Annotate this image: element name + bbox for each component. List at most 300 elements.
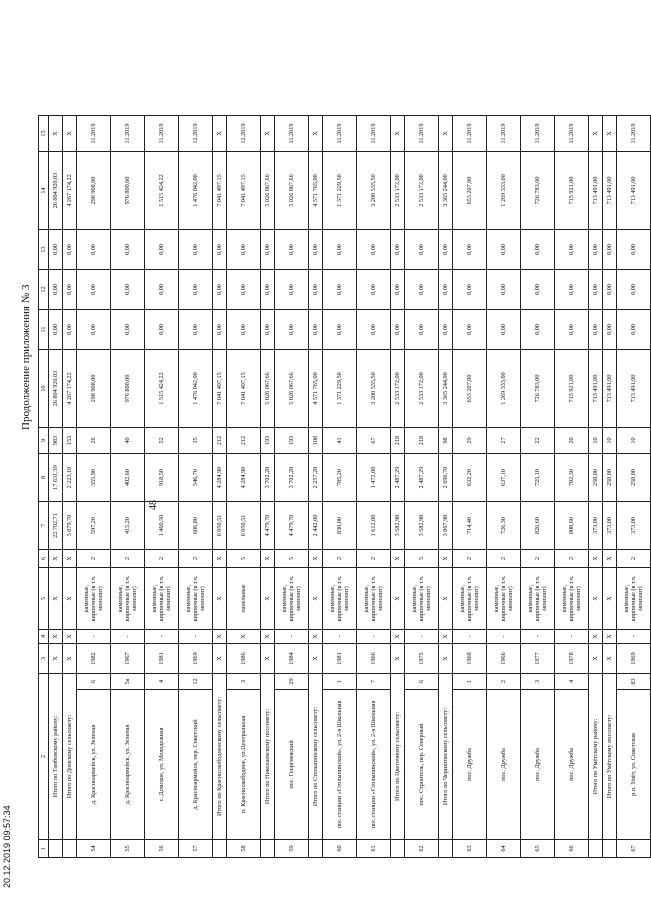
cell-c6: 5 — [275, 550, 309, 568]
cell-c9: 10 — [603, 428, 617, 454]
cell-c8: 3 702,20 — [275, 454, 309, 502]
cell-c10: 1 371 229,50 — [323, 350, 357, 428]
table-row — [111, 116, 145, 858]
cell-c11: 0,00 — [617, 310, 651, 350]
cell-c3: 1977 — [521, 644, 555, 674]
cell-c7: 3 079,70 — [63, 502, 77, 550]
cell-c12: 0,00 — [261, 270, 275, 310]
cell-c4: - — [617, 630, 651, 644]
cell-c4: - — [405, 630, 439, 644]
cell-c9: 10 — [617, 428, 651, 454]
cell-c1: 62 — [405, 840, 439, 858]
cell-c6: 2 — [179, 550, 213, 568]
cell-c8: 725,10 — [521, 454, 555, 502]
cell-c10: 726 783,00 — [521, 350, 555, 428]
table-row — [617, 116, 651, 858]
cell-c14: 7 041 497,15 — [227, 152, 261, 230]
cell-c11: 0,00 — [145, 310, 179, 350]
cell-c5: X — [391, 568, 405, 630]
cell-c4: X — [589, 630, 603, 644]
cell-c14: 5 026 067,66 — [261, 152, 275, 230]
cell-c5: каменные, кирпичные (в т.ч. монолит) — [275, 568, 309, 630]
cell-c1: 59 — [275, 840, 309, 858]
cell-c11: 0,00 — [213, 310, 227, 350]
housing-register-table — [38, 115, 651, 858]
cell-c15: 11.2019 — [357, 116, 391, 152]
cell-c9: 98 — [439, 428, 453, 454]
cell-c14: 715 921,00 — [555, 152, 589, 230]
cell-c2: пос. Дружба — [487, 690, 521, 840]
cell-c11: 0,00 — [521, 310, 555, 350]
cell-c3: X — [309, 644, 323, 674]
cell-c6: X — [63, 550, 77, 568]
cell-c4: - — [77, 630, 111, 644]
cell-c1: 58 — [227, 840, 261, 858]
cell-c8: 2 257,20 — [309, 454, 323, 502]
cell-c10: 976 800,00 — [111, 350, 145, 428]
cell-c2: пос.станции «Столыпинский», ул. 2-я Школьная — [357, 690, 391, 840]
cell-c5: X — [63, 568, 77, 630]
cell-c3: X — [391, 644, 405, 674]
subtotal-row — [261, 116, 275, 858]
cell-c10: 2 533 172,00 — [405, 350, 439, 428]
cell-c3: 1969 — [617, 644, 651, 674]
cell-c10: 3 200 535,50 — [357, 350, 391, 428]
cell-c15: X — [261, 116, 275, 152]
cell-c13: 0,00 — [439, 230, 453, 270]
cell-c4: X — [213, 630, 227, 644]
table-row — [357, 116, 391, 858]
cell-c11: 0,00 — [391, 310, 405, 350]
cell-c14: 726 783,00 — [521, 152, 555, 230]
cell-c15: 11.2019 — [111, 116, 145, 152]
cell-c15: X — [391, 116, 405, 152]
cell-c9: 52 — [145, 428, 179, 454]
cell-c4: X — [63, 630, 77, 644]
cell-c15: X — [309, 116, 323, 152]
table-row — [145, 116, 179, 858]
cell-c12: 0,00 — [145, 270, 179, 310]
column-number: 5 — [39, 568, 49, 630]
subtotal-row — [589, 116, 603, 858]
cell-c11: 0,00 — [49, 310, 63, 350]
cell-c4: X — [227, 630, 261, 644]
cell-c13: 0,00 — [357, 230, 391, 270]
cell-c8: 2 223,10 — [63, 454, 77, 502]
cell-c5: каменные, кирпичные (в т.ч. монолит) — [357, 568, 391, 630]
column-number: 9 — [39, 428, 49, 454]
cell-c8: 546,70 — [179, 454, 213, 502]
cell-c7: 830,00 — [323, 502, 357, 550]
cell-c7: 597,20 — [77, 502, 111, 550]
cell-c12: 0,00 — [487, 270, 521, 310]
cell-c3: 1969 — [179, 644, 213, 674]
cell-c4: - — [179, 630, 213, 644]
cell-c14: 4 571 765,00 — [309, 152, 323, 230]
cell-c7: 6 050,51 — [213, 502, 227, 550]
cell-c14: 5 026 067,66 — [275, 152, 309, 230]
cell-c2: Итого по Домскому сельсовету: — [63, 674, 77, 840]
cell-c10: 713 491,00 — [603, 350, 617, 428]
column-number: 3 — [39, 644, 49, 674]
cell-c6: X — [439, 550, 453, 568]
cell-c13: 0,00 — [323, 230, 357, 270]
cell-c2: с. Домское, ул. Молодежная — [145, 690, 179, 840]
cell-c13: 0,00 — [111, 230, 145, 270]
cell-c8: 3 702,20 — [261, 454, 275, 502]
cell-c12: 0,00 — [179, 270, 213, 310]
cell-c8: 2 696,70 — [439, 454, 453, 502]
cell-c12: 0,00 — [227, 270, 261, 310]
subtotal-row — [603, 116, 617, 858]
table-row — [227, 116, 261, 858]
column-number: 13 — [39, 230, 49, 270]
cell-c5: X — [309, 568, 323, 630]
cell-c2b: 4 — [555, 674, 589, 690]
cell-c11: 0,00 — [555, 310, 589, 350]
cell-c3: 1967 — [111, 644, 145, 674]
cell-c6: 5 — [405, 550, 439, 568]
cell-c7: 4 479,70 — [261, 502, 275, 550]
cell-c5: X — [603, 568, 617, 630]
cell-c5: X — [439, 568, 453, 630]
cell-c3: 1968 — [453, 644, 487, 674]
cell-c13: 0,00 — [49, 230, 63, 270]
cell-c10: 26 804 920,03 — [49, 350, 63, 428]
cell-c13: 0,00 — [63, 230, 77, 270]
cell-c2b: 1 — [453, 674, 487, 690]
cell-c2b: 3 — [521, 674, 555, 690]
cell-c1: 54 — [77, 840, 111, 858]
cell-c13: 0,00 — [213, 230, 227, 270]
cell-c4: - — [555, 630, 589, 644]
column-number: 12 — [39, 270, 49, 310]
cell-c3: X — [63, 644, 77, 674]
cell-c8: 355,90 — [77, 454, 111, 502]
cell-c13: 0,00 — [309, 230, 323, 270]
cell-c5: X — [261, 568, 275, 630]
cell-c13: 0,00 — [589, 230, 603, 270]
cell-c6: 2 — [521, 550, 555, 568]
cell-c9: 193 — [261, 428, 275, 454]
cell-c10: 1 476 042,00 — [179, 350, 213, 428]
cell-c2: пос. Дружба — [555, 690, 589, 840]
cell-c13: 0,00 — [227, 230, 261, 270]
cell-c4: X — [391, 630, 405, 644]
cell-c15: X — [63, 116, 77, 152]
cell-c6: 5 — [227, 550, 261, 568]
cell-c3: 1975 — [405, 644, 439, 674]
cell-c2b: 3 — [227, 674, 261, 690]
cell-c2: Итого по Тамбовскому району: — [49, 674, 63, 840]
cell-c2: р.п. Умёт, ул. Советская — [617, 690, 651, 840]
cell-c8: 4 284,90 — [213, 454, 227, 502]
table-row — [77, 116, 111, 858]
cell-c2: пос. Дружба — [521, 690, 555, 840]
cell-c8: 402,60 — [111, 454, 145, 502]
cell-c14: 713 491,00 — [589, 152, 603, 230]
cell-c9: 26 — [77, 428, 111, 454]
cell-c10: 1 515 424,22 — [145, 350, 179, 428]
cell-c15: 11.2019 — [323, 116, 357, 152]
cell-c15: 11.2019 — [521, 116, 555, 152]
cell-c3: X — [589, 644, 603, 674]
cell-c14: 713 491,00 — [603, 152, 617, 230]
cell-c10: 7 041 497,15 — [213, 350, 227, 428]
cell-c15: X — [603, 116, 617, 152]
cell-c14: 4 267 174,22 — [63, 152, 77, 230]
cell-c3: 1981 — [323, 644, 357, 674]
print-timestamp: 20.12.2019 09:57:34 — [2, 805, 12, 888]
cell-c12: 0,00 — [213, 270, 227, 310]
cell-c15: 11.2019 — [453, 116, 487, 152]
cell-c10: 3 365 244,00 — [439, 350, 453, 428]
cell-c14: 2 533 172,00 — [391, 152, 405, 230]
cell-c3: X — [603, 644, 617, 674]
cell-c14: 1 476 042,00 — [179, 152, 213, 230]
cell-c7: 415,20 — [111, 502, 145, 550]
table-row — [179, 116, 213, 858]
cell-c1 — [49, 840, 63, 858]
cell-c13: 0,00 — [453, 230, 487, 270]
cell-c4: - — [111, 630, 145, 644]
cell-c5: каменные, кирпичные (в т.ч. монолит) — [179, 568, 213, 630]
cell-c2: Итого по Умётскому району: — [589, 674, 603, 840]
cell-c12: 0,00 — [49, 270, 63, 310]
cell-c5: X — [213, 568, 227, 630]
cell-c9: 218 — [405, 428, 439, 454]
cell-c11: 0,00 — [439, 310, 453, 350]
cell-c1 — [63, 840, 77, 858]
subtotal-row — [213, 116, 227, 858]
cell-c6: X — [589, 550, 603, 568]
cell-c12: 0,00 — [589, 270, 603, 310]
page-number: 48 — [148, 500, 159, 510]
cell-c6: 2 — [323, 550, 357, 568]
cell-c12: 0,00 — [555, 270, 589, 310]
cell-c2: п. Красносвободное, ул.Центральная — [227, 690, 261, 840]
cell-c12: 0,00 — [309, 270, 323, 310]
cell-c5: каменные, кирпичные (в т.ч. монолит) — [453, 568, 487, 630]
cell-c11: 0,00 — [227, 310, 261, 350]
cell-c1: 61 — [357, 840, 391, 858]
cell-c1 — [603, 840, 617, 858]
cell-c15: X — [439, 116, 453, 152]
cell-c6: X — [391, 550, 405, 568]
column-number: 2 — [39, 674, 49, 840]
cell-c9: 108 — [309, 428, 323, 454]
cell-c9: 40 — [111, 428, 145, 454]
cell-c5: панельные — [227, 568, 261, 630]
cell-c7: 714,40 — [453, 502, 487, 550]
cell-c11: 0,00 — [487, 310, 521, 350]
cell-c15: 12.2019 — [227, 116, 261, 152]
cell-c14: 7 041 497,15 — [213, 152, 227, 230]
cell-c2b: 2 — [487, 674, 521, 690]
cell-c14: 713 491,00 — [617, 152, 651, 230]
cell-c14: 26 804 920,03 — [49, 152, 63, 230]
cell-c11: 0,00 — [63, 310, 77, 350]
cell-c7: 373,00 — [617, 502, 651, 550]
cell-c5: каменные, кирпичные (в т.ч. монолит) — [77, 568, 111, 630]
cell-c11: 0,00 — [405, 310, 439, 350]
cell-c2: пос. Строитель, пер. Северный — [405, 690, 439, 840]
table-row — [521, 116, 555, 858]
cell-c2: д. Красноармейск, ул. Зеленая — [77, 690, 111, 840]
cell-c12: 0,00 — [111, 270, 145, 310]
cell-c13: 0,00 — [521, 230, 555, 270]
cell-c1: 60 — [323, 840, 357, 858]
cell-c2: Итого по Черниговскому сельсовету: — [439, 674, 453, 840]
cell-c2b: 7 — [357, 674, 391, 690]
cell-c13: 0,00 — [391, 230, 405, 270]
cell-c9: 41 — [323, 428, 357, 454]
cell-c1 — [309, 840, 323, 858]
cell-c2: д. Красноармейск, пер. Советский — [179, 690, 213, 840]
subtotal-row — [439, 116, 453, 858]
cell-c12: 0,00 — [405, 270, 439, 310]
cell-c2: пос. Дружба — [453, 690, 487, 840]
cell-c10: 715 921,00 — [555, 350, 589, 428]
cell-c9: 20 — [555, 428, 589, 454]
cell-c13: 0,00 — [405, 230, 439, 270]
cell-c14: 653 207,00 — [453, 152, 487, 230]
cell-c9: 10 — [589, 428, 603, 454]
cell-c1: 65 — [521, 840, 555, 858]
cell-c13: 0,00 — [261, 230, 275, 270]
cell-c10: 4 571 765,00 — [309, 350, 323, 428]
cell-c11: 0,00 — [179, 310, 213, 350]
subtotal-row — [309, 116, 323, 858]
cell-c7: 3 582,90 — [405, 502, 439, 550]
cell-c1: 55 — [111, 840, 145, 858]
cell-c3: 1966 — [357, 644, 391, 674]
cell-c10: 713 491,00 — [589, 350, 603, 428]
cell-c5: каменные, кирпичные (в т.ч. монолит) — [487, 568, 521, 630]
table-row — [487, 116, 521, 858]
cell-c11: 0,00 — [357, 310, 391, 350]
cell-c2b: 83 — [617, 674, 651, 690]
cell-c11: 0,00 — [453, 310, 487, 350]
cell-c12: 0,00 — [275, 270, 309, 310]
cell-c3: X — [439, 644, 453, 674]
column-number: 14 — [39, 152, 49, 230]
cell-c1 — [589, 840, 603, 858]
cell-c7: 3 067,90 — [439, 502, 453, 550]
cell-c14: 976 800,00 — [111, 152, 145, 230]
cell-c7: 373,00 — [589, 502, 603, 550]
cell-c15: 11.2019 — [617, 116, 651, 152]
cell-c5: каменные, кирпичные (в т.ч. монолит) — [323, 568, 357, 630]
cell-c7: 373,00 — [603, 502, 617, 550]
table-row — [405, 116, 439, 858]
cell-c1: 57 — [179, 840, 213, 858]
cell-c6: 2 — [111, 550, 145, 568]
cell-c7: 826,60 — [521, 502, 555, 550]
cell-c1 — [213, 840, 227, 858]
cell-c8: 785,20 — [323, 454, 357, 502]
cell-c4: - — [487, 630, 521, 644]
table-row — [275, 116, 309, 858]
cell-c6: X — [213, 550, 227, 568]
cell-c13: 0,00 — [145, 230, 179, 270]
cell-c9: 212 — [213, 428, 227, 454]
cell-c2: пос. Георгиевский — [275, 690, 309, 840]
cell-c2: Итого по Столыпинскому сельсовету: — [309, 674, 323, 840]
cell-c15: 11.2019 — [487, 116, 521, 152]
cell-c2: д. Красноармейск, ул. Зеленая — [111, 690, 145, 840]
cell-c8: 702,30 — [555, 454, 589, 502]
cell-c12: 0,00 — [391, 270, 405, 310]
cell-c10: 5 026 067,66 — [261, 350, 275, 428]
subtotal-row — [391, 116, 405, 858]
cell-c15: X — [213, 116, 227, 152]
table-row — [323, 116, 357, 858]
cell-c7: 3 582,90 — [391, 502, 405, 550]
cell-c8: 632,20 — [453, 454, 487, 502]
cell-c10: 298 908,00 — [77, 350, 111, 428]
cell-c12: 0,00 — [521, 270, 555, 310]
cell-c2b: 12 — [179, 674, 213, 690]
cell-c10: 4 267 174,22 — [63, 350, 77, 428]
cell-c4: X — [603, 630, 617, 644]
cell-c9: 153 — [63, 428, 77, 454]
cell-c12: 0,00 — [617, 270, 651, 310]
cell-c5: каменные, кирпичные (в т.ч. монолит) — [111, 568, 145, 630]
cell-c9: 35 — [179, 428, 213, 454]
cell-c3: X — [261, 644, 275, 674]
cell-c11: 0,00 — [603, 310, 617, 350]
cell-c13: 0,00 — [77, 230, 111, 270]
cell-c2b: 5а — [111, 674, 145, 690]
cell-c1 — [261, 840, 275, 858]
subtotal-row — [63, 116, 77, 858]
cell-c1: 64 — [487, 840, 521, 858]
cell-c5: каменные, кирпичные (в т.ч. монолит) — [555, 568, 589, 630]
cell-c8: 17 631,39 — [49, 454, 63, 502]
cell-c14: 298 908,00 — [77, 152, 111, 230]
cell-c7: 606,80 — [179, 502, 213, 550]
cell-c3: 1978 — [555, 644, 589, 674]
cell-c13: 0,00 — [603, 230, 617, 270]
cell-c15: 11.2019 — [275, 116, 309, 152]
cell-c10: 2 533 172,00 — [391, 350, 405, 428]
column-number: 6 — [39, 550, 49, 568]
cell-c7: 1 460,50 — [145, 502, 179, 550]
cell-c2b: 6 — [77, 674, 111, 690]
cell-c4: X — [261, 630, 275, 644]
cell-c15: 11.2019 — [555, 116, 589, 152]
cell-c7: 2 442,00 — [309, 502, 323, 550]
cell-c6: 2 — [357, 550, 391, 568]
column-number: 7 — [39, 502, 49, 550]
cell-c4: - — [323, 630, 357, 644]
cell-c9: 983 — [49, 428, 63, 454]
cell-c5: каменные, кирпичные (в т.ч. монолит) — [521, 568, 555, 630]
cell-c9: 212 — [227, 428, 261, 454]
cell-c8: 258,00 — [589, 454, 603, 502]
cell-c9: 22 — [521, 428, 555, 454]
column-number: 11 — [39, 310, 49, 350]
rotated-sheet — [20, 0, 645, 860]
cell-c7: 22 702,71 — [49, 502, 63, 550]
cell-c13: 0,00 — [555, 230, 589, 270]
cell-c11: 0,00 — [275, 310, 309, 350]
cell-c2b: 1 — [323, 674, 357, 690]
cell-c1: 63 — [453, 840, 487, 858]
cell-c4: X — [309, 630, 323, 644]
cell-c6: 2 — [145, 550, 179, 568]
